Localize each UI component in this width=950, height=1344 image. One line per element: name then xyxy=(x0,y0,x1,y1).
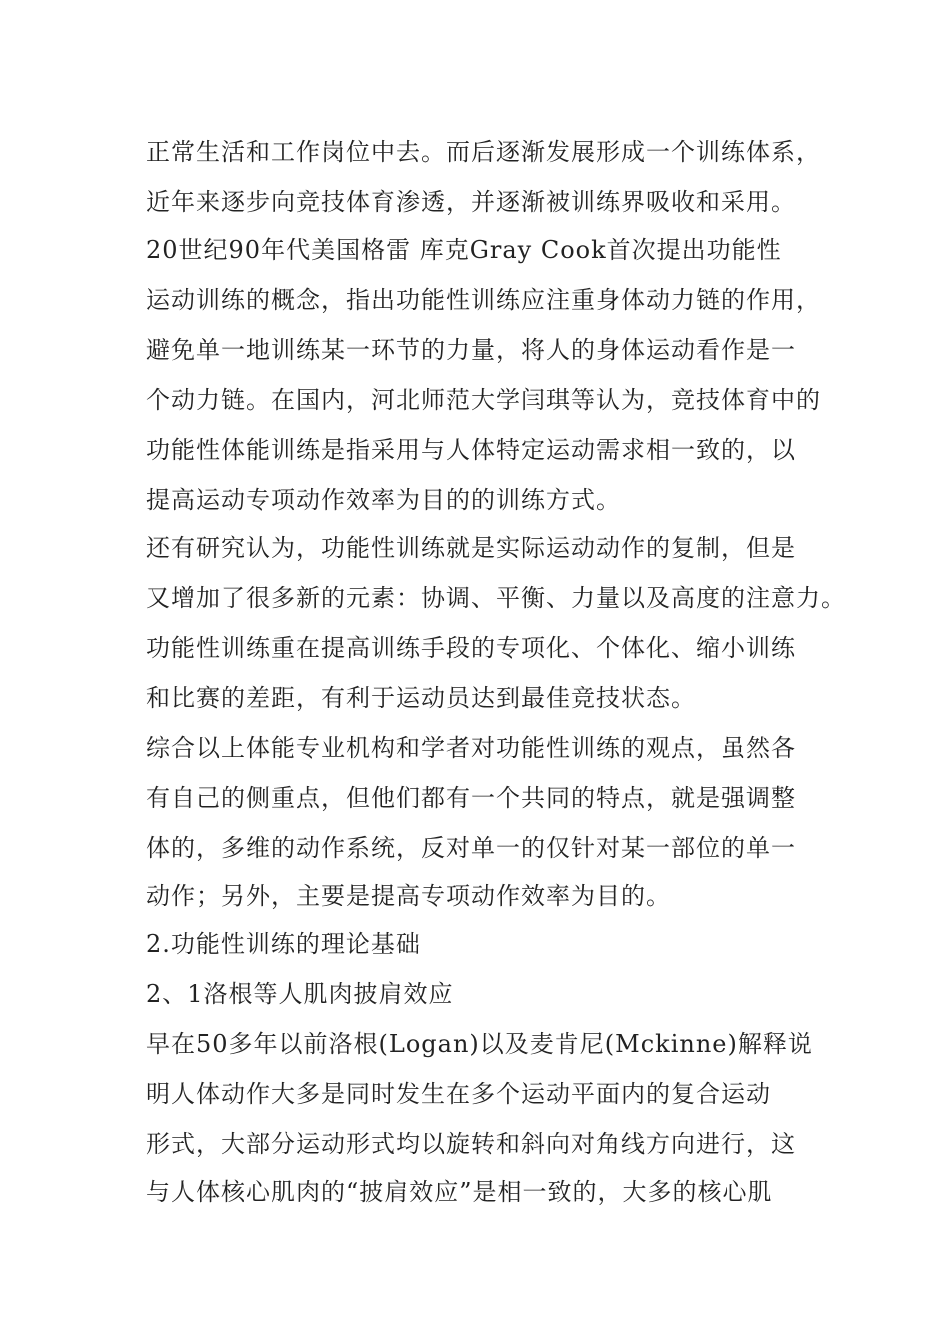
section-heading: 2.功能性训练的理论基础 xyxy=(146,930,421,958)
text-line: 早在50多年以前洛根(Logan)以及麦肯尼(Mckinne)解释说 xyxy=(146,1030,813,1058)
text-line: 明人体动作大多是同时发生在多个运动平面内的复合运动 xyxy=(146,1080,771,1108)
text-line: 20世纪90年代美国格雷 库克Gray Cook首次提出功能性 xyxy=(146,236,782,264)
text-line: 功能性训练重在提高训练手段的专项化、个体化、缩小训练 xyxy=(146,634,796,662)
text-line: 与人体核心肌肉的“披肩效应”是相一致的，大多的核心肌 xyxy=(146,1178,773,1206)
text-line: 又增加了很多新的元素：协调、平衡、力量以及高度的注意力。 xyxy=(146,584,846,612)
text-line: 综合以上体能专业机构和学者对功能性训练的观点，虽然各 xyxy=(146,734,796,762)
text-line: 形式，大部分运动形式均以旋转和斜向对角线方向进行，这 xyxy=(146,1130,796,1158)
text-line: 正常生活和工作岗位中去。而后逐渐发展形成一个训练体系， xyxy=(146,138,821,166)
text-line: 功能性体能训练是指采用与人体特定运动需求相一致的，以 xyxy=(146,436,796,464)
text-line: 体的，多维的动作系统，反对单一的仅针对某一部位的单一 xyxy=(146,834,796,862)
subsection-heading: 2、1洛根等人肌肉披肩效应 xyxy=(146,980,454,1008)
text-line: 提高运动专项动作效率为目的的训练方式。 xyxy=(146,486,621,514)
text-line: 运动训练的概念，指出功能性训练应注重身体动力链的作用， xyxy=(146,286,821,314)
text-line: 和比赛的差距，有利于运动员达到最佳竞技状态。 xyxy=(146,684,696,712)
text-line: 避免单一地训练某一环节的力量，将人的身体运动看作是一 xyxy=(146,336,796,364)
text-line: 近年来逐步向竞技体育渗透，并逐渐被训练界吸收和采用。 xyxy=(146,188,796,216)
text-line: 有自己的侧重点，但他们都有一个共同的特点，就是强调整 xyxy=(146,784,796,812)
text-line: 个动力链。在国内，河北师范大学闫琪等认为，竞技体育中的 xyxy=(146,386,821,414)
text-line: 还有研究认为，功能性训练就是实际运动动作的复制，但是 xyxy=(146,534,796,562)
text-line: 动作；另外，主要是提高专项动作效率为目的。 xyxy=(146,882,671,910)
